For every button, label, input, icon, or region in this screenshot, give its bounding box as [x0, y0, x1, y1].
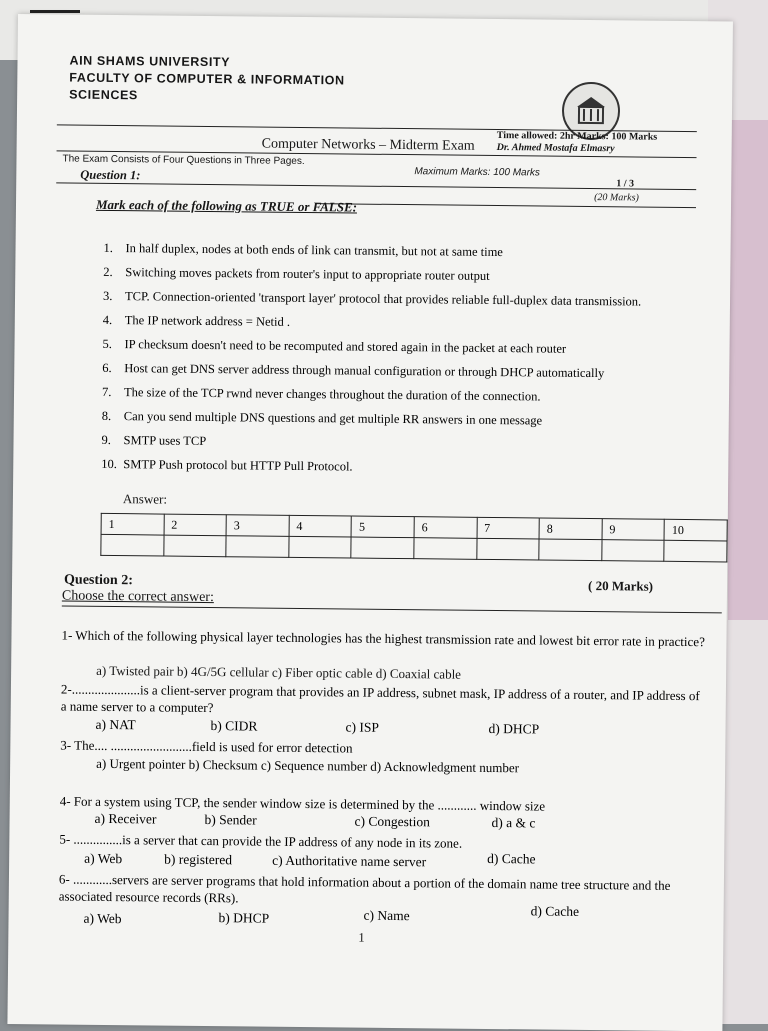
true-false-list — [101, 241, 663, 487]
question-2-marks: ( 20 Marks) — [588, 578, 653, 595]
page-fraction: 1 / 3 — [616, 178, 634, 189]
question-1-instruction: Mark each of the following as TRUE or FALSE: — [96, 197, 357, 216]
maximum-marks: Maximum Marks: 100 Marks — [414, 166, 540, 178]
tf-item-8: 8. Can you send multiple DNS questions and get multiple RR answers in one message — [102, 409, 662, 430]
exam-pages-note: The Exam Consists of Four Questions in Three Pages. — [62, 153, 304, 167]
mcq-5-option-c: c) Authoritative name server — [272, 853, 426, 871]
background-mark — [30, 10, 80, 13]
answer-col-8: 8 — [539, 518, 602, 540]
answer-cell[interactable] — [351, 537, 414, 559]
mcq-3-text: 3- The.... .........................field is used for error detection — [60, 736, 705, 760]
answer-cell[interactable] — [289, 536, 352, 558]
mcq-2-option-d: d) DHCP — [488, 721, 539, 738]
mcq-4-option-c: c) Congestion — [354, 814, 430, 831]
question-2-instruction: Choose the correct answer: — [62, 588, 214, 606]
answer-cell[interactable] — [539, 539, 602, 561]
mcq-5-option-b: b) registered — [164, 852, 232, 869]
answer-col-7: 7 — [477, 517, 540, 539]
answer-col-3: 3 — [226, 515, 289, 537]
mcq-6-option-c: c) Name — [363, 908, 409, 924]
university-emblem-icon — [573, 93, 609, 129]
mcq-4-option-d: d) a & c — [491, 815, 535, 831]
tf-item-9: 9. SMTP uses TCP — [101, 433, 661, 454]
faculty-line-2: SCIENCES — [69, 87, 345, 107]
faculty-line-1: FACULTY OF COMPUTER & INFORMATION — [69, 70, 345, 90]
mcq-6-text: 6- ............servers are server programs that hold information about a portion of the domain name tree structure and the associated resource records (RRs). — [59, 870, 719, 911]
answer-label: Answer: — [123, 491, 167, 507]
background-pink-object — [728, 120, 768, 620]
mcq-4-text: 4- For a system using TCP, the sender window size is determined by the ............ window size — [60, 792, 705, 816]
university-header — [69, 53, 345, 107]
tf-item-7: 7. The size of the TCP rwnd never changes throughout the duration of the connection. — [102, 385, 662, 406]
time-allowed: Time allowed: 2hr Marks: 100 Marks — [497, 130, 658, 143]
tf-item-6: 6. Host can get DNS server address through manual configuration or through DHCP automatically — [102, 361, 662, 382]
answer-cell[interactable] — [163, 535, 226, 557]
mcq-4-option-b: b) Sender — [204, 812, 256, 829]
mcq-6-option-a: a) Web — [83, 911, 121, 927]
mcq-1-options: a) Twisted pair b) 4G/5G cellular c) Fiber optic cable d) Coaxial cable — [96, 663, 461, 683]
answer-cell[interactable] — [602, 540, 665, 562]
mcq-6-option-b: b) DHCP — [218, 910, 269, 927]
question-1-label: Question 1: — [80, 168, 140, 184]
answer-cell[interactable] — [664, 540, 727, 562]
header-rule-4 — [316, 203, 696, 208]
question-1-marks: (20 Marks) — [594, 192, 639, 203]
mcq-1-text: 1- Which of the following physical layer technologies has the highest transmission rate and lowest bit error rate in practice? — [61, 626, 706, 650]
mcq-4-option-a: a) Receiver — [94, 811, 156, 828]
mcq-5-option-a: a) Web — [84, 851, 122, 867]
answer-col-9: 9 — [602, 519, 665, 541]
mcq-2-text: 2-.....................is a client-server program that provides an IP address, subnet mask, IP address of a router, and IP address of a name server to a computer? — [61, 680, 706, 721]
tf-item-2: 2. Switching moves packets from router's input to appropriate router output — [103, 265, 663, 286]
exam-paper — [7, 14, 733, 1031]
answer-cell[interactable] — [476, 538, 539, 560]
answer-cell[interactable] — [226, 536, 289, 558]
exam-title: Computer Networks – Midterm Exam — [262, 137, 475, 155]
mcq-2-option-b: b) CIDR — [210, 718, 257, 734]
answer-col-6: 6 — [414, 517, 477, 539]
answer-col-1: 1 — [101, 513, 164, 535]
header-rule-3 — [56, 182, 696, 190]
answer-table — [100, 513, 727, 563]
tf-item-10: 10. SMTP Push protocol but HTTP Pull Protocol. — [101, 457, 661, 478]
answer-cell[interactable] — [101, 534, 164, 556]
answer-col-4: 4 — [289, 515, 352, 537]
mcq-2-option-a: a) NAT — [95, 717, 135, 733]
university-name: AIN SHAMS UNIVERSITY — [69, 53, 345, 73]
answer-col-10: 10 — [664, 519, 727, 541]
answer-col-2: 2 — [164, 514, 227, 536]
mcq-5-text: 5- ...............is a server that can provide the IP address of any node in its zone. — [59, 830, 704, 854]
tf-item-4: 4. The IP network address = Netid . — [103, 313, 663, 334]
page-number: 1 — [358, 930, 365, 946]
answer-cell[interactable] — [414, 538, 477, 560]
mcq-5-option-d: d) Cache — [487, 851, 536, 868]
answer-col-5: 5 — [351, 516, 414, 538]
mcq-2-option-c: c) ISP — [345, 719, 379, 735]
question-2-rule — [62, 605, 722, 613]
mcq-3-options: a) Urgent pointer b) Checksum c) Sequence number d) Acknowledgment number — [60, 754, 705, 778]
instructor-name: Dr. Ahmed Mostafa Elmasry — [497, 142, 615, 154]
tf-item-5: 5. IP checksum doesn't need to be recomputed and stored again in the packet at each router — [102, 337, 662, 358]
mcq-6-option-d: d) Cache — [531, 903, 580, 920]
tf-item-1: 1. In half duplex, nodes at both ends of link can transmit, but not at same time — [103, 241, 663, 262]
question-2-label: Question 2: — [64, 573, 133, 590]
tf-item-3: 3. TCP. Connection-oriented 'transport layer' protocol that provides reliable full-duplex data transmission. — [103, 289, 663, 310]
